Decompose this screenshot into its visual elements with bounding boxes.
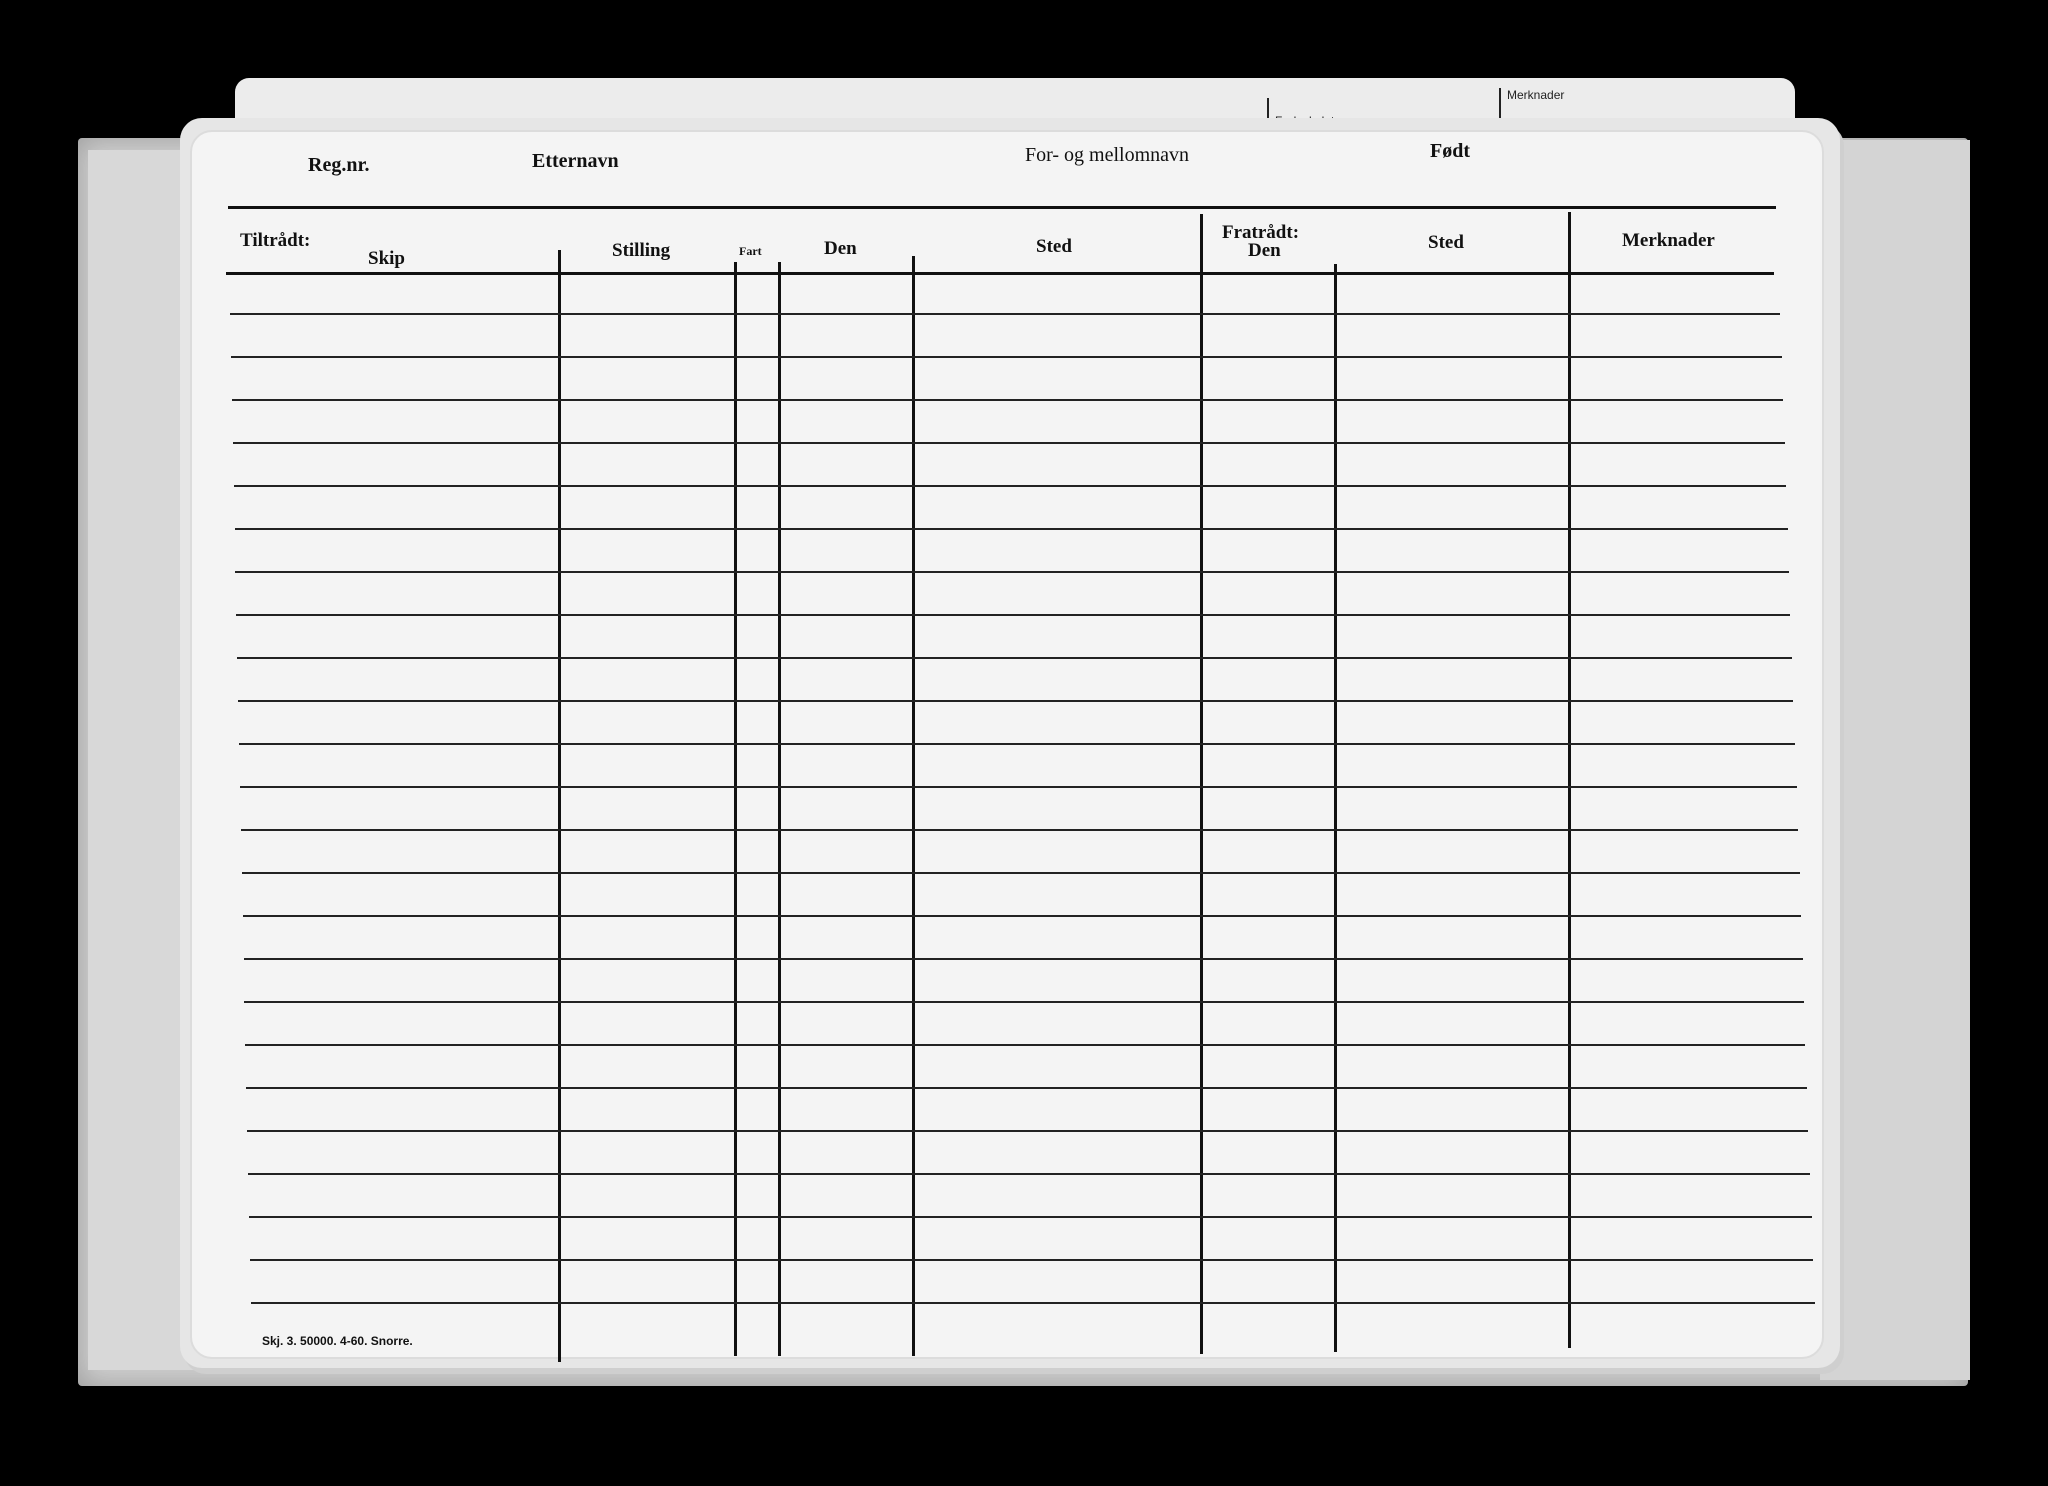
- fodt-label: Født: [1430, 140, 1470, 162]
- column-header-rule: [226, 272, 1774, 275]
- reg-nr-label: Reg.nr.: [308, 154, 370, 176]
- table-row-line: [239, 743, 1795, 745]
- table-row-line: [245, 1044, 1805, 1046]
- table-row-line: [235, 571, 1789, 573]
- table-row-line: [244, 958, 1803, 960]
- table-row-line: [246, 1087, 1807, 1089]
- table-row-line: [237, 657, 1792, 659]
- table-row-line: [250, 1259, 1813, 1261]
- column-header-skip: Skip: [368, 248, 405, 269]
- table-row-line: [242, 872, 1800, 874]
- column-header-fart: Fart: [739, 244, 762, 258]
- back-card-divider: [1499, 88, 1501, 122]
- table-row-line: [251, 1302, 1815, 1304]
- column-header-merknader: Merknader: [1622, 230, 1715, 251]
- column-divider-sted-merknader: [1568, 212, 1571, 1348]
- table-row-line: [238, 700, 1793, 702]
- table-row-line: [230, 313, 1780, 315]
- column-header-stilling: Stilling: [612, 240, 671, 261]
- column-divider-skip-stilling: [558, 250, 561, 1362]
- column-divider-fart-den: [778, 262, 781, 1356]
- column-divider-fratradt-den-sted: [1334, 264, 1337, 1352]
- column-header-sted: Sted: [1036, 236, 1072, 257]
- column-header-fratradt-den: Den: [1248, 240, 1281, 261]
- header-rule: [228, 206, 1776, 209]
- table-row-line: [243, 915, 1801, 917]
- table-row-line: [247, 1130, 1808, 1132]
- table-row-line: [235, 528, 1788, 530]
- folder-right-edge: [1820, 140, 1970, 1380]
- column-header-fratradt-sted: Sted: [1428, 232, 1464, 253]
- column-divider-den-sted: [912, 256, 915, 1356]
- table-row-line: [241, 829, 1798, 831]
- fratradt-label: Fratrådt:: [1222, 222, 1300, 243]
- back-card-remarks-label: Merknader: [1507, 88, 1565, 102]
- tiltradt-label: Tiltrådt:: [240, 230, 311, 251]
- table-row-line: [233, 442, 1785, 444]
- printer-note: Skj. 3. 50000. 4-60. Snorre.: [262, 1334, 413, 1348]
- table-row-line: [240, 786, 1797, 788]
- table-row-line: [232, 399, 1783, 401]
- column-divider-stilling-fart: [734, 262, 737, 1356]
- etternavn-label: Etternavn: [532, 150, 619, 172]
- table-row-line: [248, 1173, 1810, 1175]
- table-row-line: [231, 356, 1782, 358]
- table-row-line: [234, 485, 1786, 487]
- table-row-line: [249, 1216, 1812, 1218]
- column-header-den: Den: [824, 238, 857, 259]
- column-divider-sted-fratradt: [1200, 214, 1203, 1354]
- table-row-line: [236, 614, 1790, 616]
- for-og-mellomnavn-label: For- og mellomnavn: [1025, 144, 1190, 166]
- table-row-line: [244, 1001, 1804, 1003]
